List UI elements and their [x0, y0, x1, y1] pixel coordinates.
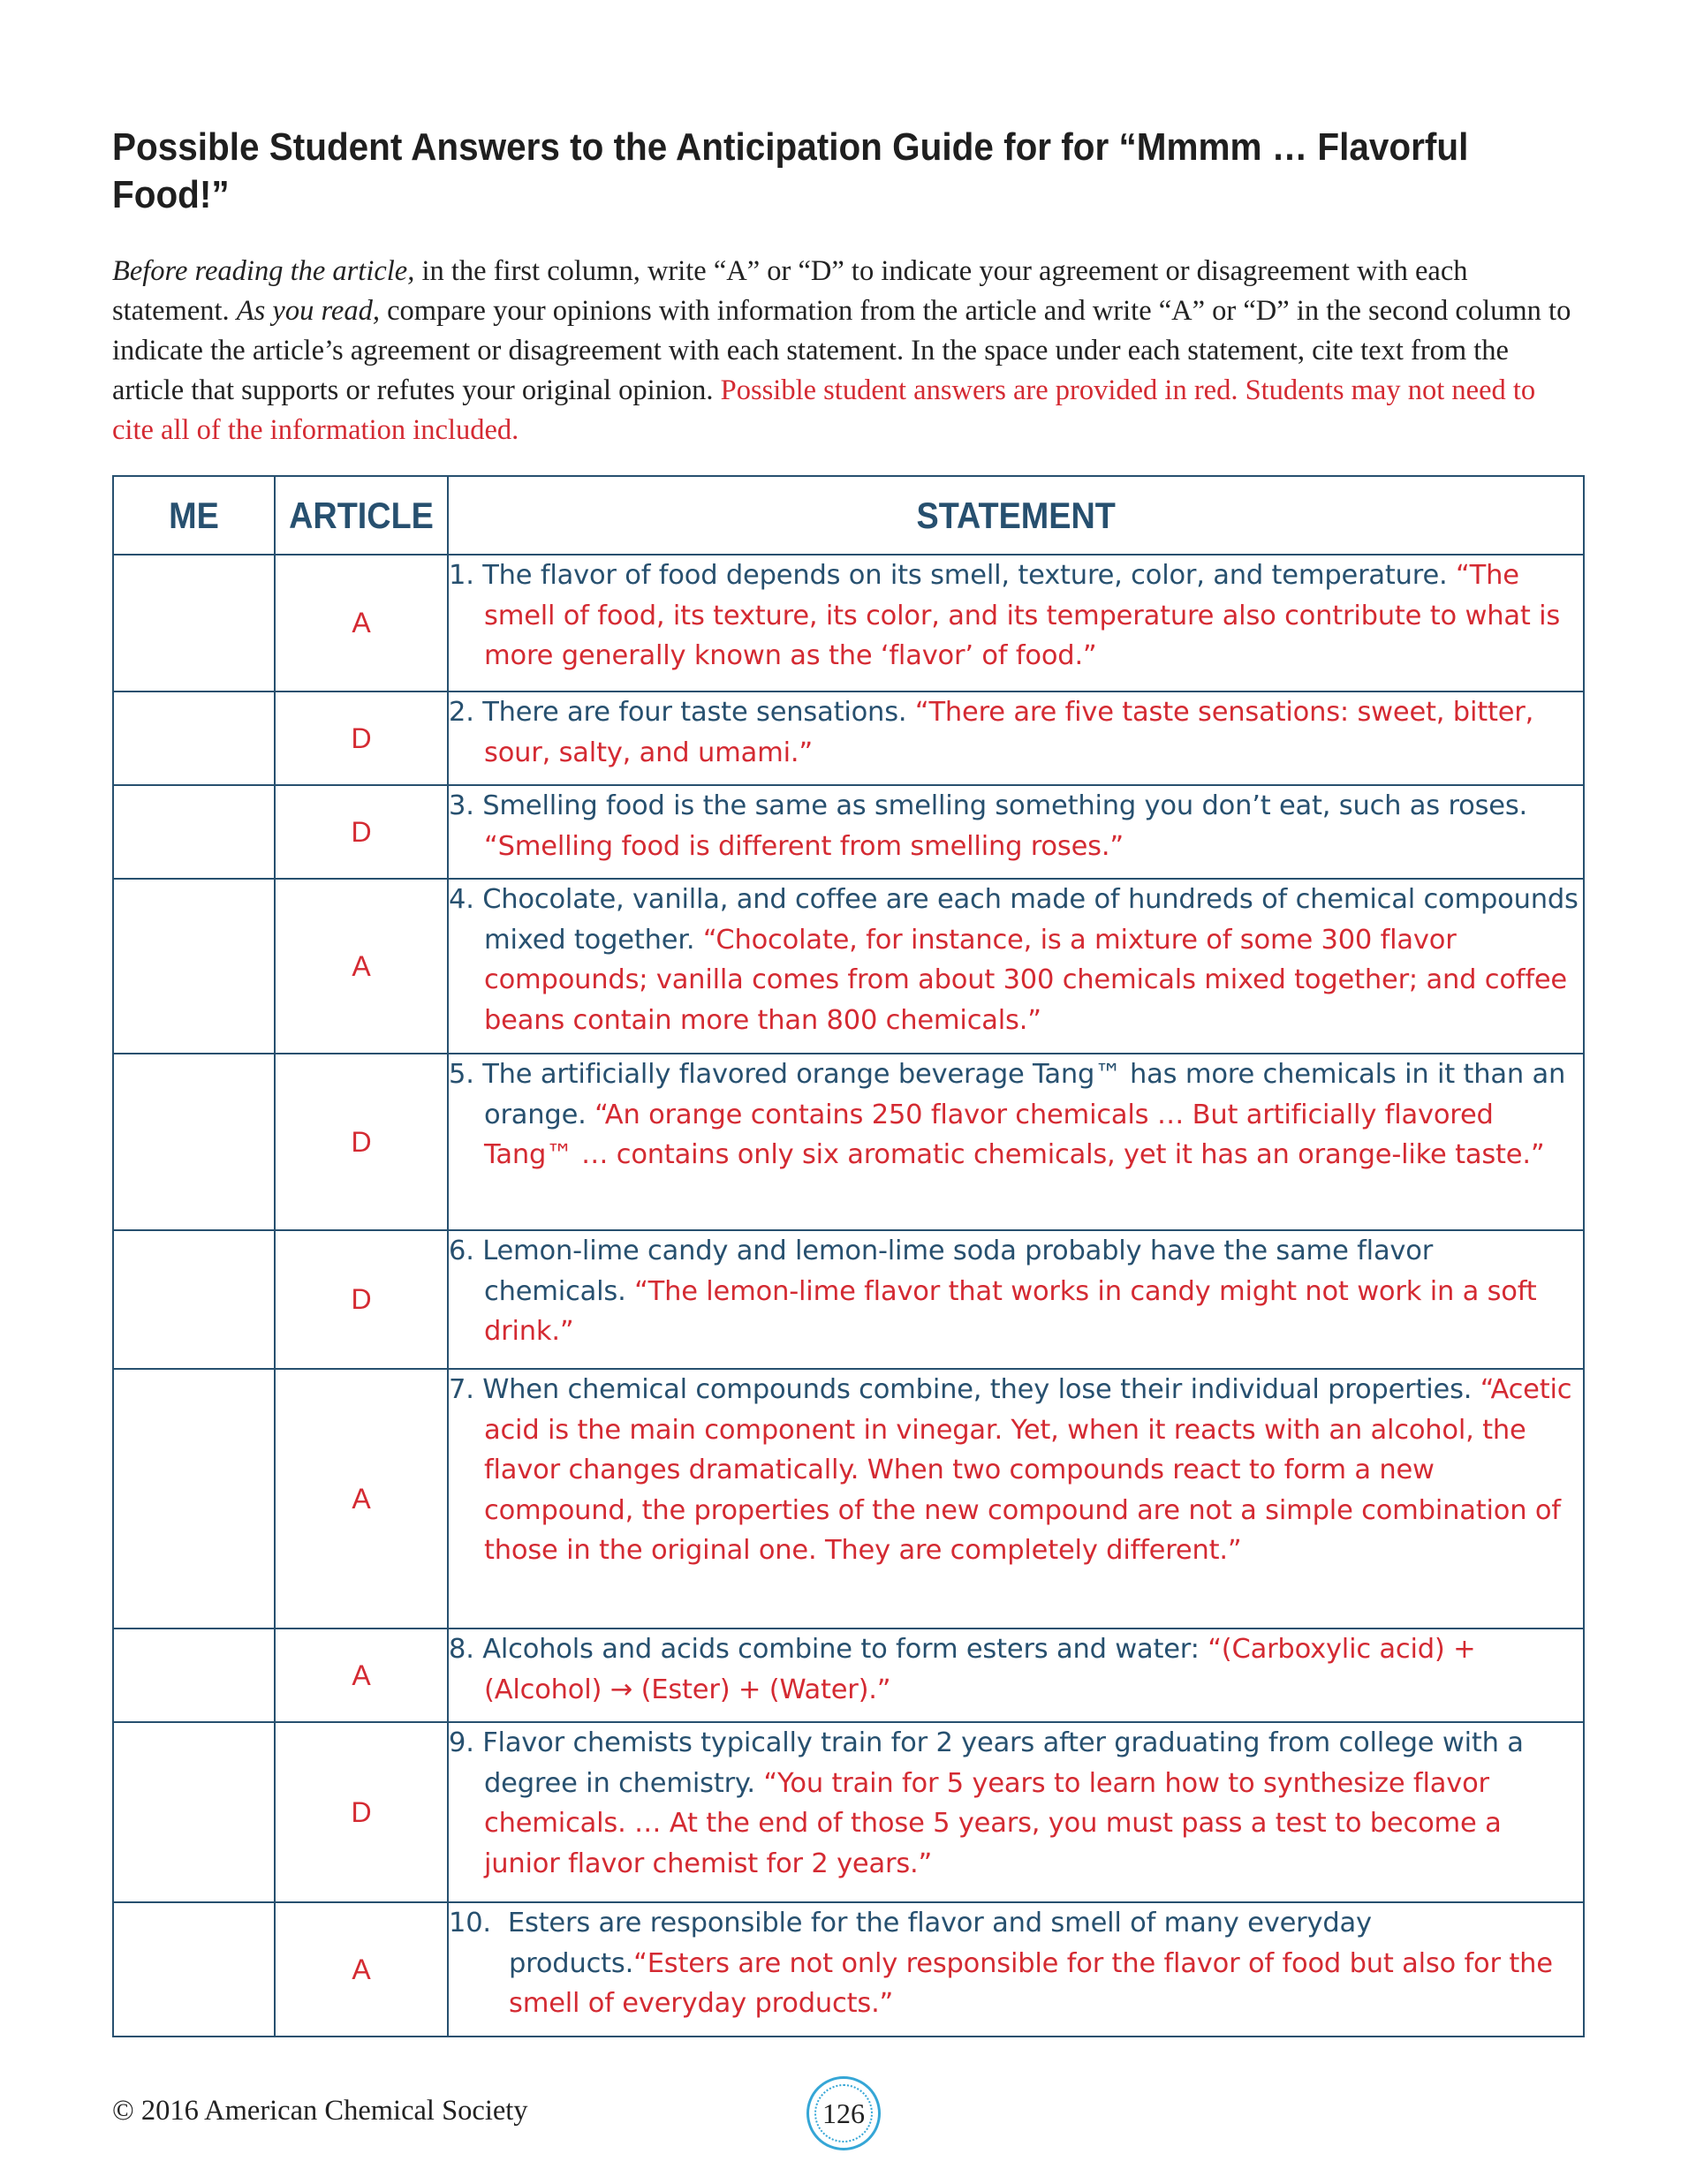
- statement-cell: [448, 1722, 1584, 1902]
- table-row: [113, 1629, 1584, 1722]
- statement-text: [449, 1629, 1583, 1710]
- statement-body: Esters are responsible for the flavor and smell of many everyday products.: [507, 1908, 1372, 1979]
- table-row: [113, 1230, 1584, 1369]
- me-cell[interactable]: [113, 785, 275, 879]
- me-cell[interactable]: [113, 1054, 275, 1230]
- table-row: [113, 1369, 1584, 1629]
- article-answer-cell: A: [275, 555, 448, 691]
- statement-citation: “(Carboxylic acid) + (Alcohol) → (Ester) + (Water).”: [484, 1634, 1476, 1705]
- article-answer-cell: D: [275, 785, 448, 879]
- statement-cell: [448, 879, 1584, 1054]
- statement-text: [449, 1903, 1583, 2024]
- statement-body: Chocolate, vanilla, and coffee are each made of hundreds of chemical compounds mixed together.: [482, 884, 1579, 956]
- statement-text: [449, 1370, 1583, 1571]
- page-number: 126: [822, 2097, 865, 2129]
- statement-text: [449, 1723, 1583, 1884]
- article-answer-cell: A: [275, 1902, 448, 2037]
- instructions-text-2: compare your opinions with information from the article and write “A” or “D” in the second column to indicate the article’s agreement or disagreement with each statement. In the space under each statement, cite text from the article that supports or refutes your original opinion.: [112, 295, 1571, 406]
- instructions-italic-before: Before reading the article,: [112, 255, 415, 287]
- article-answer-cell: A: [275, 879, 448, 1054]
- statement-text: [449, 786, 1583, 866]
- statement-body: The flavor of food depends on its smell, texture, color, and temperature.: [482, 560, 1457, 591]
- statement-text: [449, 1054, 1583, 1175]
- table-row: [113, 555, 1584, 691]
- statement-citation: “Acetic acid is the main component in vinegar. Yet, when it reacts with an alcohol, the flavor changes dramatically. When two compounds react to form a new compound, the properties of the new compound are not a simple combination of those in the original one. They are completely different.”: [484, 1374, 1572, 1566]
- header-me-label: ME: [169, 494, 219, 536]
- header-statement: [448, 476, 1584, 555]
- instructions-red-note: Possible student answers are provided in red. Students may not need to cite all of the information included.: [112, 374, 1536, 446]
- me-cell[interactable]: [113, 1230, 275, 1369]
- me-cell[interactable]: [113, 691, 275, 785]
- statement-text: [449, 692, 1583, 773]
- header-me: [113, 476, 275, 555]
- statement-citation: “There are five taste sensations: sweet, bitter, sour, salty, and umami.”: [484, 697, 1534, 768]
- table-row: [113, 1054, 1584, 1230]
- article-answer-cell: A: [275, 1629, 448, 1722]
- me-cell[interactable]: [113, 1369, 275, 1629]
- statement-body: When chemical compounds combine, they lose their individual properties.: [482, 1374, 1480, 1405]
- statement-cell: [448, 555, 1584, 691]
- article-answer-cell: A: [275, 1369, 448, 1629]
- statement-citation: “The lemon-lime flavor that works in candy might not work in a soft drink.”: [484, 1275, 1537, 1347]
- me-cell[interactable]: [113, 1902, 275, 2037]
- statement-cell: [448, 691, 1584, 785]
- statement-citation: “Chocolate, for instance, is a mixture of some 300 flavor compounds; vanilla comes from about 300 chemicals mixed together; and coffee beans contain more than 800 chemicals.”: [484, 924, 1567, 1036]
- statement-citation: “An orange contains 250 flavor chemicals … But artificially flavored Tang™ … contains only six aromatic chemicals, yet it has an orange-like taste.”: [484, 1099, 1545, 1170]
- me-cell[interactable]: [113, 1722, 275, 1902]
- me-cell[interactable]: [113, 879, 275, 1054]
- header-article-label: ARTICLE: [289, 494, 434, 536]
- statement-text: [449, 1231, 1583, 1352]
- statement-body: Alcohols and acids combine to form esters and water:: [482, 1634, 1208, 1665]
- copyright-notice: © 2016 American Chemical Society: [112, 2095, 528, 2127]
- statement-number: 7.: [449, 1374, 474, 1405]
- statement-body: Smelling food is the same as smelling something you don’t eat, such as roses.: [482, 790, 1528, 821]
- table-row: [113, 879, 1584, 1054]
- statement-number: 5.: [449, 1059, 474, 1090]
- me-cell[interactable]: [113, 1629, 275, 1722]
- statement-number: 8.: [449, 1634, 474, 1665]
- statement-number: 9.: [449, 1727, 474, 1758]
- statement-number: 3.: [449, 790, 474, 821]
- statement-citation: “Esters are not only responsible for the flavor of food but also for the smell of everyday products.”: [509, 1947, 1553, 2019]
- article-answer-cell: D: [275, 691, 448, 785]
- statement-number: 2.: [449, 697, 474, 728]
- me-cell[interactable]: [113, 555, 275, 691]
- statement-body: Lemon-lime candy and lemon-lime soda probably have the same flavor chemicals.: [482, 1236, 1434, 1307]
- statement-number: 6.: [449, 1236, 474, 1266]
- statement-text: [449, 555, 1583, 676]
- article-answer-cell: D: [275, 1054, 448, 1230]
- statement-citation: “You train for 5 years to learn how to synthesize flavor chemicals. … At the end of those 5 years, you must pass a test to become a junior flavor chemist for 2 years.”: [484, 1767, 1502, 1879]
- statement-cell: [448, 1054, 1584, 1230]
- table-header-row: [113, 476, 1584, 555]
- header-article: [275, 476, 448, 555]
- statement-cell: [448, 1369, 1584, 1629]
- statement-body: The artificially flavored orange beverage Tang™ has more chemicals in it than an orange.: [482, 1059, 1566, 1130]
- article-answer-cell: D: [275, 1722, 448, 1902]
- statement-citation: “The smell of food, its texture, its color, and its temperature also contribute to what is more generally known as the ‘flavor’ of food.”: [484, 560, 1561, 671]
- statement-body: Flavor chemists typically train for 2 years after graduating from college with a degree in chemistry.: [482, 1727, 1524, 1799]
- header-statement-label: STATEMENT: [916, 494, 1116, 536]
- table-row: [113, 785, 1584, 879]
- page-title: Possible Student Answers to the Anticipation Guide for for “Mmmm … Flavorful Food!”: [112, 125, 1469, 216]
- instructions-text-1: in the first column, write “A” or “D” to indicate your agreement or disagreement with each statement.: [112, 255, 1468, 327]
- instructions-italic-as-you-read: As you read,: [236, 295, 380, 327]
- statement-text: [449, 880, 1583, 1040]
- statement-body: There are four taste sensations.: [482, 697, 915, 728]
- page-number-badge: [806, 2076, 881, 2150]
- statement-number: 4.: [449, 884, 474, 915]
- table-row: [113, 1902, 1584, 2037]
- anticipation-guide-table: [112, 475, 1585, 2037]
- statement-cell: [448, 1902, 1584, 2037]
- table-row: [113, 1722, 1584, 1902]
- statement-number: 10.: [449, 1908, 491, 1938]
- statement-cell: [448, 1230, 1584, 1369]
- statement-cell: [448, 785, 1584, 879]
- article-answer-cell: D: [275, 1230, 448, 1369]
- statement-cell: [448, 1629, 1584, 1722]
- table-row: [113, 691, 1584, 785]
- statement-number: 1.: [449, 560, 474, 591]
- instructions: [112, 252, 1579, 450]
- statement-citation: “Smelling food is different from smelling roses.”: [484, 830, 1124, 862]
